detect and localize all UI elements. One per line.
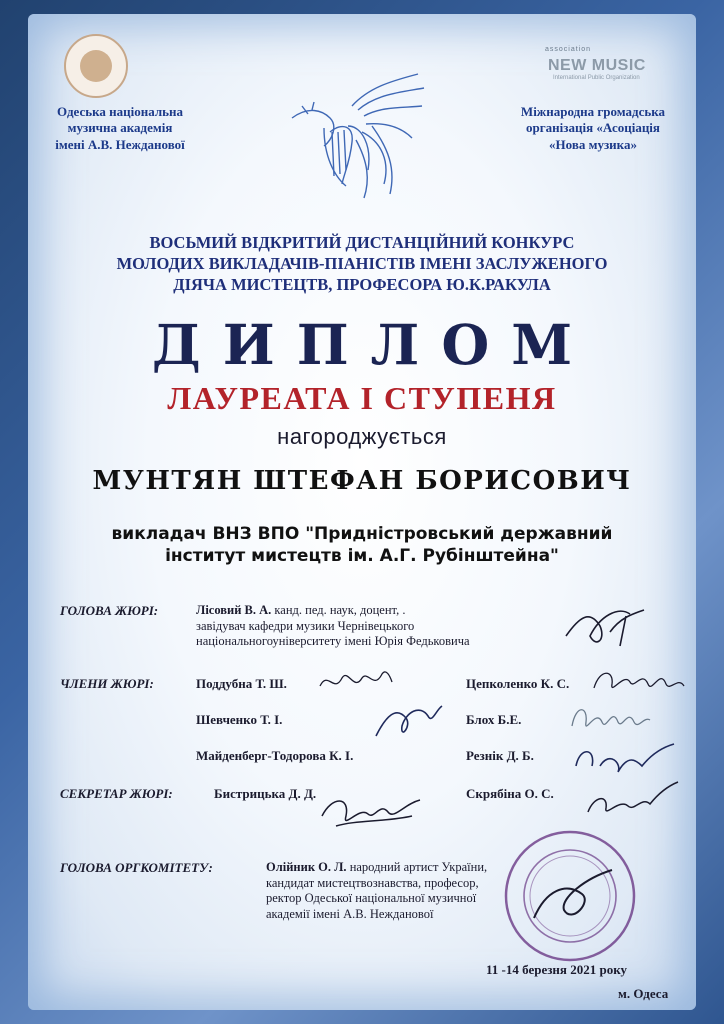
new-music-logo-top: association (545, 46, 592, 53)
jury-members-label: ЧЛЕНИ ЖЮРІ: (60, 676, 154, 691)
jury-member-name: Блох Б.Е. (466, 712, 522, 727)
right-org-line: «Нова музика» (549, 136, 637, 152)
jury-head-label: ГОЛОВА ЖЮРІ: (60, 603, 159, 618)
recipient-position (0, 523, 724, 567)
secretary-other-signature (582, 776, 682, 826)
left-org-line: Одеська національна (57, 104, 183, 119)
jury-head-desc: національногоуніверситету імені Юрія Федьковича (196, 634, 470, 649)
right-org-line: організація «Асоціація (526, 120, 660, 136)
jury-head-name: Лісовий В. А. (196, 603, 272, 617)
awarded-text: нагороджується (277, 424, 447, 449)
org-committee-desc: академії імені А.В. Нежданової (266, 906, 434, 921)
competition-title-line: ВОСЬМИЙ ВІДКРИТИЙ ДИСТАНЦІЙНИЙ КОНКУРС (149, 233, 575, 252)
org-committee-desc: народний артист України, (349, 860, 488, 874)
competition-title (40, 232, 684, 295)
org-committee-label: ГОЛОВА ОРГКОМІТЕТУ: (60, 860, 213, 875)
jury-member-name: Поддубна Т. Ш. (196, 676, 287, 691)
jury-head-desc: завідувач кафедри музики Чернівецького (196, 618, 415, 633)
jury-secretary-name: Бистрицька Д. Д. (214, 786, 317, 801)
right-organization (508, 104, 678, 153)
event-date: 11 -14 березня 2021 року (486, 962, 627, 977)
competition-title-line: ДІЯЧА МИСТЕЦТВ, ПРОФЕСОРА Ю.К.РАКУЛА (173, 275, 551, 295)
org-committee-desc: кандидат мистецтвознавства, професор, (266, 875, 479, 890)
jury-secretary-label: СЕКРЕТАР ЖЮРІ: (60, 786, 173, 801)
new-music-logo: NEW MUSIC (548, 57, 646, 74)
org-committee-name: Олійник О. Л. (266, 860, 347, 874)
member-signature (318, 664, 394, 700)
jury-head-block (196, 603, 616, 650)
new-music-logo-sub: International Public Organization (553, 75, 640, 81)
diploma-title: ДИПЛОМ (151, 312, 595, 377)
jury-secretary-other: Скрябіна О. С. (466, 786, 554, 801)
member-signature (570, 736, 680, 780)
bird-lyre-emblem-icon (272, 66, 442, 206)
official-stamp (486, 826, 654, 966)
jury-head-desc: канд. пед. наук, доцент, . (274, 603, 406, 617)
left-organization (40, 104, 200, 153)
academy-logo (64, 34, 128, 98)
jury-member-name: Майденберг-Тодорова К. І. (196, 748, 354, 763)
position-line: інститут мистецтв ім. А.Г. Рубінштейна" (165, 546, 559, 567)
member-signature (372, 696, 444, 748)
event-city: м. Одеса (618, 986, 669, 1001)
secretary-signature (316, 786, 426, 834)
right-org-line: Міжнародна громадська (520, 104, 666, 119)
jury-member-name: Цепколенко К. С. (466, 676, 570, 691)
left-org-line: музична академія (67, 120, 173, 136)
position-line: викладач ВНЗ ВПО "Придністровський державний (111, 524, 613, 544)
org-committee-desc: ректор Одеської національної музичної (266, 891, 477, 906)
jury-member-name: Резнік Д. Б. (466, 748, 534, 763)
jury-member-name: Шевченко Т. І. (196, 712, 283, 727)
organ-emblem-icon (80, 50, 112, 82)
laureate-degree: ЛАУРЕАТА І СТУПЕНЯ (167, 380, 557, 416)
recipient-name: МУНТЯН ШТЕФАН БОРИСОВИЧ (92, 466, 632, 496)
competition-title-line: МОЛОДИХ ВИКЛАДАЧІВ-ПІАНІСТІВ ІМЕНІ ЗАСЛУЖЕНОГО (116, 254, 608, 274)
jury-head-signature (560, 596, 670, 656)
left-org-line: імені А.В. Нежданової (55, 136, 185, 152)
